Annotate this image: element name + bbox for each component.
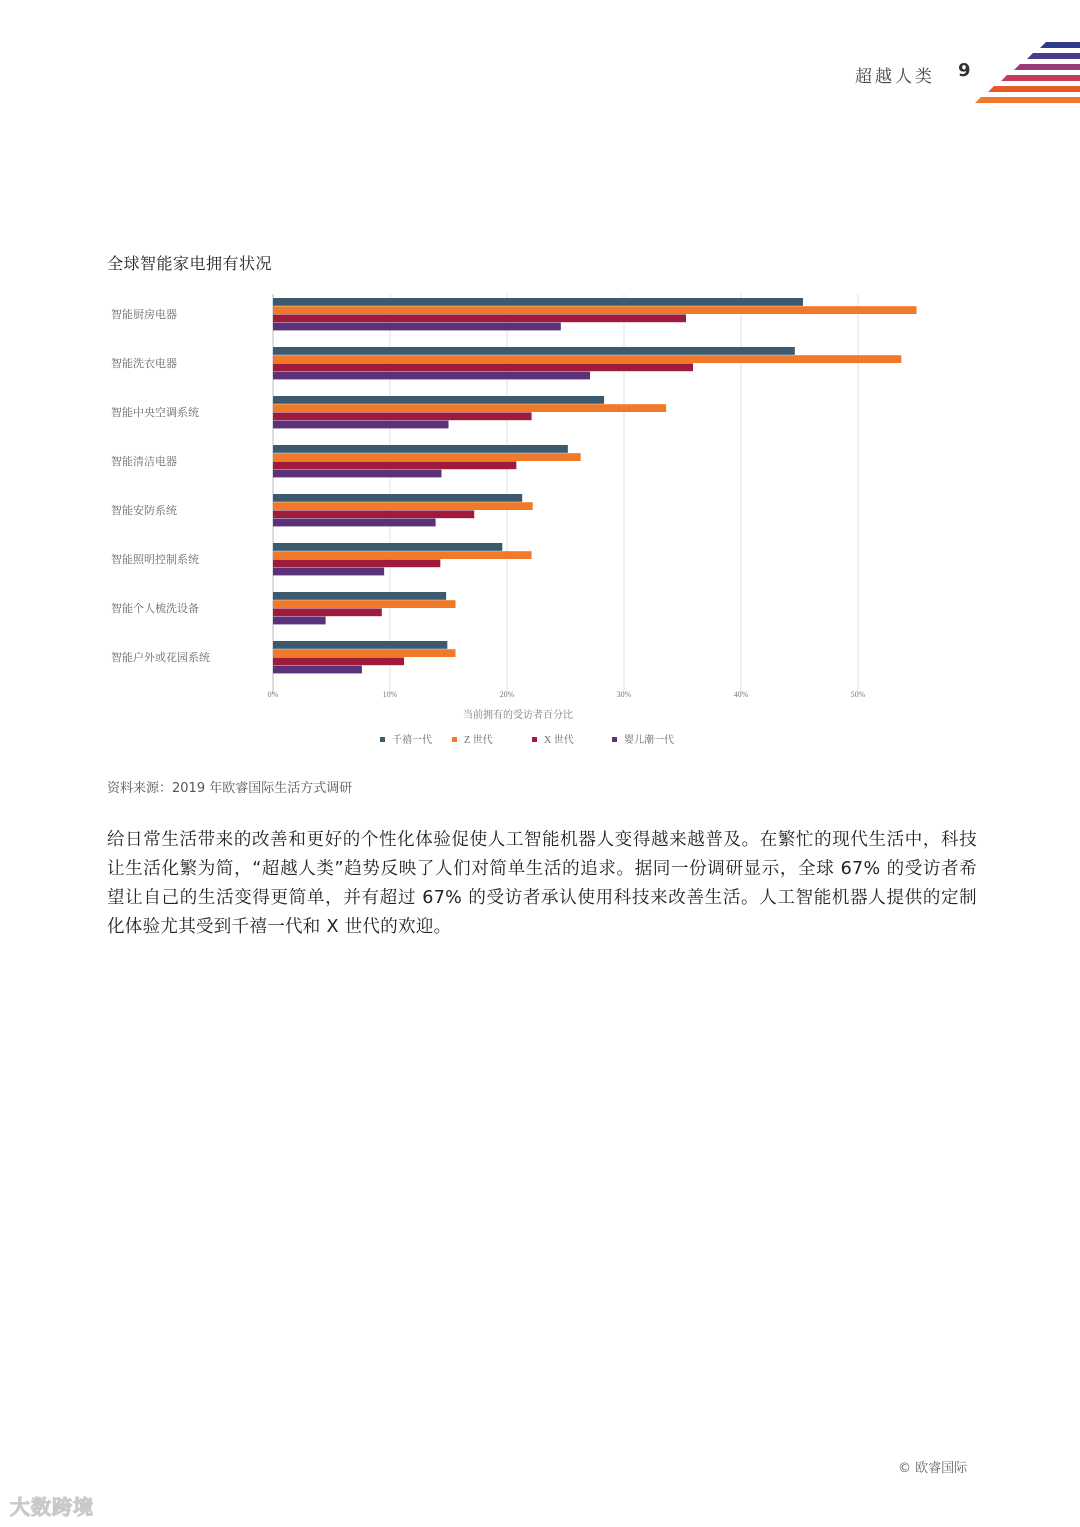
bar bbox=[273, 461, 516, 469]
x-tick-label: 10% bbox=[382, 690, 398, 699]
bar bbox=[273, 298, 803, 306]
x-axis-title: 当前拥有的受访者百分比 bbox=[463, 710, 573, 721]
legend-swatch bbox=[532, 737, 537, 742]
bar bbox=[273, 551, 532, 559]
legend-swatch bbox=[452, 737, 457, 742]
bar bbox=[273, 453, 581, 461]
bar bbox=[273, 600, 456, 608]
chart-title: 全球智能家电拥有状况 bbox=[107, 254, 273, 273]
bar bbox=[273, 608, 382, 616]
bar bbox=[273, 617, 326, 625]
category-label: 智能厨房电器 bbox=[111, 309, 177, 321]
x-tick-label: 40% bbox=[733, 690, 749, 699]
category-label: 智能中央空调系统 bbox=[111, 407, 199, 419]
bar bbox=[273, 372, 590, 380]
bar bbox=[273, 412, 532, 420]
bar bbox=[273, 347, 795, 355]
bar bbox=[273, 543, 502, 551]
category-label: 智能洗衣电器 bbox=[111, 358, 177, 370]
bar bbox=[273, 323, 561, 331]
legend-swatch bbox=[612, 737, 617, 742]
category-label: 智能户外或花园系统 bbox=[111, 652, 210, 664]
bar bbox=[273, 306, 917, 314]
legend-label: 婴儿潮一代 bbox=[624, 735, 674, 746]
bar bbox=[273, 568, 384, 576]
source-note: 资料来源：2019 年欧睿国际生活方式调研 bbox=[107, 781, 353, 796]
legend-label: 千禧一代 bbox=[392, 735, 432, 746]
bar bbox=[273, 421, 449, 429]
bar bbox=[273, 494, 522, 502]
legend-label: X 世代 bbox=[544, 735, 574, 746]
bar bbox=[273, 396, 604, 404]
bar bbox=[273, 559, 440, 567]
x-tick-label: 50% bbox=[850, 690, 866, 699]
bar bbox=[273, 470, 441, 478]
bar bbox=[273, 445, 568, 453]
category-label: 智能安防系统 bbox=[111, 505, 177, 517]
bar bbox=[273, 519, 436, 527]
category-label: 智能清洁电器 bbox=[111, 456, 177, 468]
page-number: 9 bbox=[958, 60, 971, 81]
watermark: 大数跨境 bbox=[10, 1495, 94, 1519]
body-paragraph: 给日常生活带来的改善和更好的个性化体验促使人工智能机器人变得越来越普及。在繁忙的现代生活中，科技让生活化繁为简，“超越人类”趋势反映了人们对简单生活的追求。据同一份调研显示，全球 67% 的受访者希望让自己的生活变得更简单，并有超过 67% 的受访者承认使用科技来改善生活。人工智能机器人提供的定制化体验尤其受到千禧一代和 X 世代的欢迎。 bbox=[107, 830, 977, 937]
copyright: © 欧睿国际 bbox=[898, 1461, 968, 1476]
bar bbox=[273, 649, 456, 657]
header-title: 超越人类 bbox=[855, 67, 935, 87]
bar bbox=[273, 355, 901, 363]
category-label: 智能个人梳洗设备 bbox=[111, 603, 199, 615]
bar bbox=[273, 641, 447, 649]
bar bbox=[273, 666, 362, 674]
legend-swatch bbox=[380, 737, 385, 742]
x-tick-label: 20% bbox=[499, 690, 515, 699]
bar bbox=[273, 510, 474, 518]
x-tick-label: 30% bbox=[616, 690, 632, 699]
bar bbox=[273, 657, 404, 665]
category-label: 智能照明控制系统 bbox=[111, 554, 199, 566]
bar bbox=[273, 502, 533, 510]
bar bbox=[273, 404, 666, 412]
bar bbox=[273, 363, 693, 371]
bar bbox=[273, 592, 446, 600]
legend-label: Z 世代 bbox=[464, 735, 493, 746]
x-tick-label: 0% bbox=[267, 690, 279, 699]
bar-chart bbox=[0, 0, 1080, 760]
bar bbox=[273, 314, 686, 322]
